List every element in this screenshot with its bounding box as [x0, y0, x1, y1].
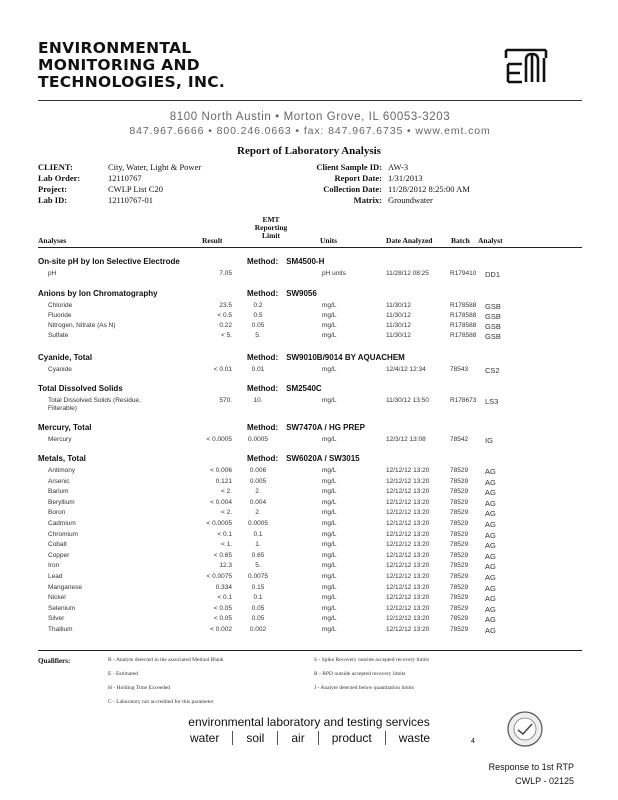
units-value: mg/L — [322, 302, 337, 309]
batch-value: 78529 — [450, 551, 469, 559]
header-date-analyzed: Date Analyzed — [386, 236, 433, 245]
method-value: SM4500-H — [286, 257, 325, 266]
units-value: mg/L — [322, 530, 337, 538]
batch-value: 78529 — [450, 541, 469, 549]
limit-value: 0.2 — [253, 302, 263, 309]
result-value: 12.3 — [219, 562, 232, 570]
batch-value: R178588 — [450, 322, 477, 329]
units-value: mg/L — [322, 626, 337, 633]
analyst-value: AG — [485, 541, 496, 551]
section-title: Anions by Ion Chromatography — [38, 289, 158, 298]
batch-value: 78529 — [450, 467, 469, 474]
lab-id-value: 12110767-01 — [108, 195, 154, 205]
qualifiers-label: Qualifiers: — [38, 657, 71, 665]
result-value: 0.121 — [215, 477, 232, 485]
result-value: < 0.1 — [217, 530, 232, 538]
analyst-value: GSB — [485, 302, 501, 311]
analyst-value: AG — [485, 583, 496, 593]
method-label: Method: — [247, 423, 279, 432]
limit-value: 0.0005 — [248, 520, 268, 527]
report-title: Report of Laboratory Analysis — [237, 145, 381, 157]
analyte-name: Sulfate — [48, 332, 69, 339]
units-value: mg/L — [322, 488, 337, 496]
limit-value: 2. — [255, 509, 261, 517]
qualifier-r: R - RPD outside accepted recovery limits — [314, 671, 406, 677]
rtp-stamp-line1: Response to 1st RTP — [488, 762, 574, 772]
method-value: SW9056 — [286, 289, 317, 298]
units-value: mg/L — [322, 366, 337, 373]
analyte-name: Barium — [48, 488, 69, 496]
table-row — [0, 322, 618, 332]
result-value: < 5. — [220, 332, 232, 339]
lab-id-label: Lab ID: — [38, 195, 68, 205]
limit-value: 0.006 — [249, 467, 267, 474]
client-value: City, Water, Light & Power — [108, 162, 202, 172]
qualifier-b: B - Analyte detected in the associated Method Blank — [108, 657, 224, 663]
limit-value: 0.5 — [253, 312, 263, 319]
analyte-name: Chromium — [48, 530, 78, 538]
result-value: 7.05 — [219, 270, 232, 277]
analyst-value: CS2 — [485, 366, 500, 375]
date-value: 12/12/12 13:20 — [386, 467, 430, 474]
date-value: 12/12/12 13:20 — [386, 562, 430, 570]
section-title: Cyanide, Total — [38, 353, 93, 362]
method-label: Method: — [247, 454, 279, 463]
company-contact: 847.967.6666 • 800.246.0663 • fax: 847.967.6735 • www.emt.com — [129, 125, 491, 137]
date-value: 12/3/12 13:08 — [386, 436, 426, 443]
analyte-name: Cobalt — [48, 541, 67, 549]
collection-date-label: Collection Date: — [323, 184, 382, 194]
table-row — [0, 562, 618, 572]
method-label: Method: — [247, 384, 279, 393]
result-value: < 1. — [220, 541, 232, 549]
batch-value: 78529 — [450, 477, 469, 485]
result-value: < 0.65 — [213, 551, 232, 559]
analyst-value: GSB — [485, 312, 501, 321]
section-title: Total Dissolved Solids — [38, 384, 123, 393]
qualifier-s: S - Spike Recovery outside accepted recovery limits — [314, 657, 430, 663]
units-value: mg/L — [322, 467, 337, 474]
report-meta-right — [270, 162, 470, 206]
analyte-name: pH — [48, 270, 57, 277]
analyst-value: AG — [485, 509, 496, 519]
analyst-value: AG — [485, 573, 496, 582]
batch-value: 78529 — [450, 562, 469, 570]
header-limit: EMT Reporting Limit — [254, 215, 288, 240]
analyte-name: Fluoride — [48, 312, 72, 319]
table-row — [0, 605, 618, 615]
analyst-value: AG — [485, 498, 496, 508]
date-value: 12/12/12 13:20 — [386, 477, 430, 485]
accreditation-seal-icon — [506, 710, 544, 748]
section-method — [247, 257, 324, 266]
company-address: 8100 North Austin • Morton Grove, IL 60053-3203 — [169, 111, 451, 123]
units-value: mg/L — [322, 332, 337, 339]
services-list — [177, 731, 443, 745]
result-value: < 0.004 — [210, 498, 232, 506]
table-row — [0, 552, 618, 562]
batch-value: 78529 — [450, 520, 469, 527]
analyst-value: AG — [485, 562, 496, 572]
analyte-name: Thallium — [48, 626, 73, 633]
company-name — [38, 40, 225, 91]
letterhead-rule — [38, 100, 582, 101]
table-row — [0, 541, 618, 551]
result-value: < 0.002 — [210, 626, 232, 633]
result-value: < 0.01 — [213, 366, 232, 373]
batch-value: 78529 — [450, 604, 469, 612]
result-value: < 0.0005 — [206, 520, 232, 527]
limit-value: 0.15 — [251, 583, 265, 591]
method-value: SW9010B/9014 BY AQUACHEM — [286, 353, 405, 362]
analyst-value: AG — [485, 551, 496, 561]
section-method — [247, 423, 365, 432]
analyst-value: AG — [485, 615, 496, 625]
limit-value: 0.05 — [251, 322, 265, 329]
sample-id-value: AW-3 — [388, 162, 409, 172]
date-value: 12/12/12 13:20 — [386, 498, 430, 506]
date-value: 12/12/12 13:20 — [386, 551, 430, 559]
footer-tagline: environmental laboratory and testing services — [188, 715, 430, 729]
header-units: Units — [320, 236, 338, 245]
limit-value: 0.1 — [253, 530, 263, 538]
units-value: mg/L — [322, 477, 337, 485]
analyte-name: Iron — [48, 562, 60, 570]
batch-value: R178673 — [450, 397, 477, 404]
section-title: Metals, Total — [38, 454, 86, 463]
date-value: 12/12/12 13:20 — [386, 488, 430, 496]
report-meta-left — [38, 162, 201, 206]
method-value: SW6020A / SW3015 — [286, 454, 360, 463]
analyte-name: Total Dissolved Solids (Residue, Filterable) — [48, 397, 141, 412]
qualifier-h: H - Holding Time Exceeded — [108, 685, 171, 691]
method-label: Method: — [247, 257, 279, 266]
analyte-name: Cyanide — [48, 366, 72, 373]
date-value: 11/30/12 13:50 — [386, 397, 429, 404]
client-label: CLIENT: — [38, 162, 73, 172]
units-value: mg/L — [322, 397, 337, 404]
analyst-value: GSB — [485, 332, 501, 341]
units-value: mg/L — [322, 509, 337, 517]
result-value: < 2. — [220, 509, 232, 517]
table-row — [0, 488, 618, 498]
qualifier-j: J - Analyte detected below quantitation limits — [314, 685, 414, 691]
table-row — [0, 312, 618, 322]
limit-value: 0.004 — [249, 498, 267, 506]
service-soil: soil — [232, 731, 277, 745]
units-value: mg/L — [322, 436, 337, 443]
method-label: Method: — [247, 289, 279, 298]
analyte-name: Arsenic — [48, 477, 70, 485]
date-value: 12/12/12 13:20 — [386, 573, 430, 580]
lab-order-value: 12110767 — [108, 173, 142, 183]
result-value: < 0.05 — [213, 615, 232, 623]
table-row — [0, 573, 618, 583]
project-label: Project: — [38, 184, 68, 194]
analyte-name: Cadmium — [48, 520, 76, 527]
units-value: mg/L — [322, 604, 337, 612]
header-batch: Batch — [451, 236, 470, 245]
batch-value: 78529 — [450, 488, 469, 496]
units-value: mg/L — [322, 615, 337, 623]
date-value: 11/30/12 — [386, 302, 411, 309]
date-value: 12/4/12 12:34 — [386, 366, 426, 373]
report-date-value: 1/31/2013 — [388, 173, 423, 183]
date-value: 12/12/12 13:20 — [386, 583, 430, 591]
table-row — [0, 478, 618, 488]
analyte-name: Boron — [48, 509, 66, 517]
units-value: mg/L — [322, 551, 337, 559]
analyte-name: Copper — [48, 551, 70, 559]
date-value: 11/30/12 — [386, 312, 411, 319]
table-row — [0, 366, 618, 376]
limit-value: 2. — [255, 488, 261, 496]
limit-value: 0.1 — [253, 594, 263, 602]
date-value: 12/12/12 13:20 — [386, 604, 430, 612]
result-value: < 0.006 — [210, 467, 232, 474]
analyte-name: Nitrogen, Nitrate (As N) — [48, 322, 116, 329]
qualifiers-rule — [38, 650, 582, 651]
method-label: Method: — [247, 353, 279, 362]
analyte-name: Antimony — [48, 467, 76, 474]
units-value: mg/L — [322, 583, 337, 591]
table-row — [0, 615, 618, 625]
batch-value: 78529 — [450, 498, 469, 506]
section-method — [247, 454, 360, 463]
result-value: < 0.0005 — [206, 436, 232, 443]
report-date-label: Report Date: — [334, 173, 382, 183]
company-name-line1: ENVIRONMENTAL — [38, 39, 192, 57]
batch-value: R178588 — [450, 302, 477, 309]
limit-value: 0.05 — [251, 604, 265, 612]
qualifier-c: C - Laboratory not accredited for this parameter — [108, 699, 214, 705]
batch-value: 78529 — [450, 615, 469, 623]
section-title: On-site pH by Ion Selective Electrode — [38, 257, 180, 266]
service-air: air — [277, 731, 317, 745]
limit-value: 0.0005 — [248, 436, 268, 443]
limit-value: 10. — [253, 397, 263, 404]
header-analyst: Analyst — [478, 236, 503, 245]
date-value: 12/12/12 13:20 — [386, 520, 430, 527]
header-rule — [38, 247, 582, 248]
limit-value: 0.65 — [251, 551, 265, 559]
service-waste: waste — [385, 731, 443, 745]
matrix-value: Groundwater — [388, 195, 433, 205]
company-name-line2: MONITORING AND — [38, 56, 200, 74]
section-method — [247, 353, 405, 362]
batch-value: R178588 — [450, 312, 477, 319]
date-value: 12/12/12 13:20 — [386, 509, 430, 517]
analyte-name: Mercury — [48, 436, 72, 443]
result-value: 23.5 — [219, 302, 232, 309]
rtp-stamp-line2: CWLP - 02125 — [515, 776, 574, 786]
date-value: 12/12/12 13:20 — [386, 615, 430, 623]
date-value: 11/30/12 — [386, 322, 411, 329]
table-row — [0, 467, 618, 477]
units-value: mg/L — [322, 498, 337, 506]
section-title: Mercury, Total — [38, 423, 92, 432]
units-value: pH units — [322, 270, 346, 277]
analyte-name: Lead — [48, 573, 63, 580]
table-row — [0, 270, 618, 280]
limit-value: 5. — [255, 332, 261, 339]
service-water: water — [190, 731, 220, 745]
batch-value: R178588 — [450, 332, 477, 339]
page-number: 4 — [471, 738, 475, 745]
table-row — [0, 509, 618, 519]
table-row — [0, 626, 618, 636]
limit-value: 5. — [255, 562, 261, 570]
date-value: 12/12/12 13:20 — [386, 541, 430, 549]
analyst-value: AG — [485, 626, 496, 635]
batch-value: R179410 — [450, 270, 477, 277]
units-value: mg/L — [322, 573, 337, 580]
analyst-value: AG — [485, 488, 496, 498]
result-value: 0.22 — [219, 322, 232, 329]
header-analyses: Analyses — [38, 236, 67, 245]
table-row — [0, 436, 618, 446]
units-value: mg/L — [322, 520, 337, 527]
analyte-name: Selenium — [48, 604, 76, 612]
analyte-name: Beryllium — [48, 498, 75, 506]
lab-order-label: Lab Order: — [38, 173, 81, 183]
date-value: 12/12/12 13:20 — [386, 594, 430, 602]
service-product: product — [318, 731, 385, 745]
limit-value: 0.05 — [251, 615, 265, 623]
method-value: SM2540C — [286, 384, 322, 393]
limit-value: 0.01 — [251, 366, 265, 373]
table-row — [0, 397, 618, 417]
batch-value: 78529 — [450, 509, 469, 517]
units-value: mg/L — [322, 594, 337, 602]
section-method — [247, 384, 322, 393]
limit-value: 0.0075 — [248, 573, 268, 580]
batch-value: 78529 — [450, 530, 469, 538]
result-value: < 0.0075 — [206, 573, 232, 580]
batch-value: 78542 — [450, 436, 469, 443]
analyte-name: Manganese — [48, 583, 82, 591]
table-row — [0, 332, 618, 342]
table-row — [0, 302, 618, 312]
result-value: 570. — [219, 397, 232, 404]
company-name-line3: TECHNOLOGIES, INC. — [38, 73, 226, 91]
project-value: CWLP List C20 — [108, 184, 163, 194]
analyst-value: AG — [485, 520, 496, 529]
result-value: < 0.5 — [217, 312, 232, 319]
date-value: 12/12/12 13:20 — [386, 626, 430, 633]
result-value: 0.334 — [215, 583, 232, 591]
analyte-name: Nickel — [48, 594, 66, 602]
analyst-value: AG — [485, 467, 496, 476]
analyst-value: GSB — [485, 322, 501, 331]
result-value: < 2. — [220, 488, 232, 496]
table-row — [0, 594, 618, 604]
units-value: mg/L — [322, 541, 337, 549]
units-value: mg/L — [322, 562, 337, 570]
sample-id-label: Client Sample ID: — [316, 162, 382, 172]
table-row — [0, 584, 618, 594]
limit-value: 0.005 — [249, 477, 267, 485]
analyst-value: AG — [485, 604, 496, 614]
result-value: < 0.1 — [217, 594, 232, 602]
analyst-value: AG — [485, 594, 496, 604]
result-value: < 0.05 — [213, 604, 232, 612]
analyte-name: Chloride — [48, 302, 73, 309]
batch-value: 78529 — [450, 626, 469, 633]
matrix-label: Matrix: — [353, 195, 382, 205]
analyst-value: AG — [485, 477, 496, 487]
date-value: 12/12/12 13:20 — [386, 530, 430, 538]
emt-logo-icon — [500, 40, 552, 88]
date-value: 11/30/12 — [386, 332, 411, 339]
qualifier-e: E - Estimated — [108, 671, 138, 677]
batch-value: 78529 — [450, 594, 469, 602]
batch-value: 78529 — [450, 583, 469, 591]
date-value: 11/28/12 08:25 — [386, 270, 429, 277]
limit-value: 0.002 — [249, 626, 267, 633]
batch-value: 78543 — [450, 366, 469, 373]
limit-value: 1. — [255, 541, 261, 549]
units-value: mg/L — [322, 322, 337, 329]
analyst-value: IG — [485, 436, 493, 445]
table-row — [0, 499, 618, 509]
batch-value: 78529 — [450, 573, 469, 580]
units-value: mg/L — [322, 312, 337, 319]
table-row — [0, 520, 618, 530]
analyst-value: DD1 — [485, 270, 501, 279]
section-method — [247, 289, 317, 298]
collection-date-value: 11/28/2012 8:25:00 AM — [388, 184, 470, 194]
header-result: Result — [202, 236, 223, 245]
analyst-value: LS3 — [485, 397, 499, 406]
method-value: SW7470A / HG PREP — [286, 423, 365, 432]
table-row — [0, 531, 618, 541]
analyst-value: AG — [485, 530, 496, 540]
analyte-name: Silver — [48, 615, 65, 623]
